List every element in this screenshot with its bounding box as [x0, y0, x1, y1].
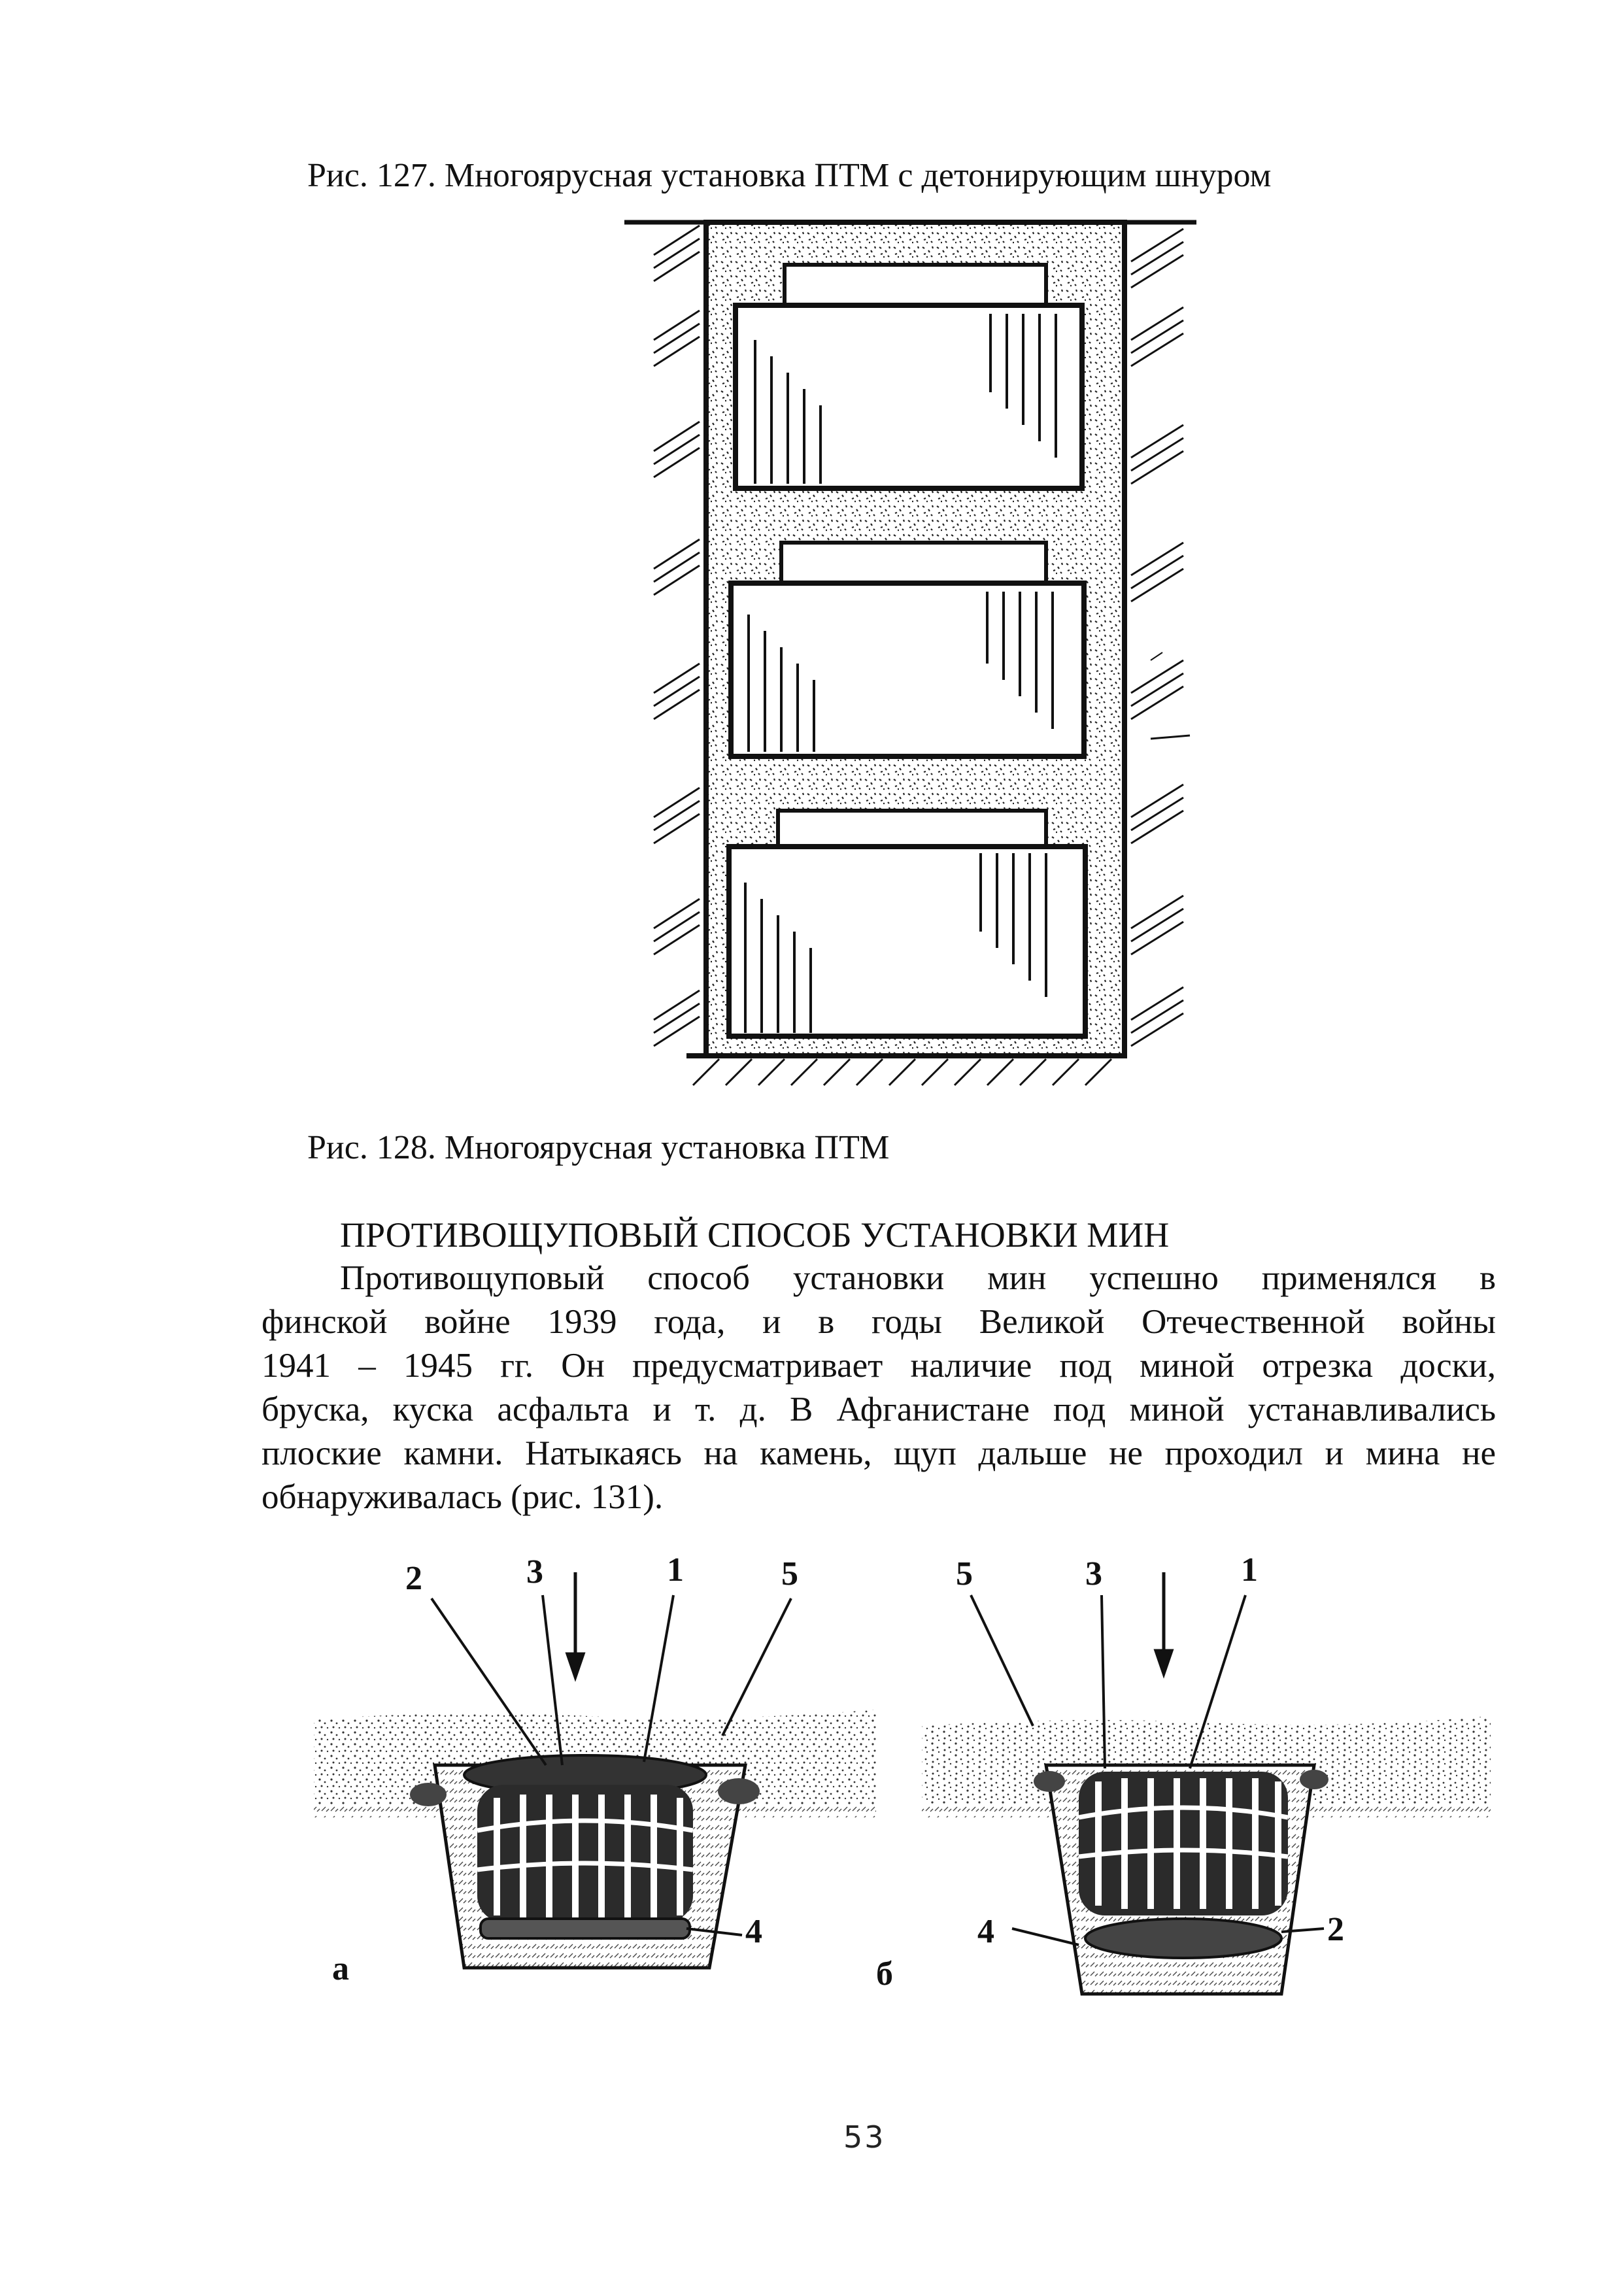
callout-a-2: 2 [405, 1560, 422, 1597]
callout-a-5: 5 [781, 1555, 798, 1593]
panel-a-label: а [332, 1950, 349, 1987]
body-paragraph [262, 1257, 1496, 1519]
callout-b-1: 1 [1241, 1551, 1258, 1589]
fig127-caption: Рис. 127. Многоярусная установка ПТМ с детонирующим шнуром [307, 157, 1272, 194]
paragraph-line: 1941 – 1945 гг. Он предусматривает наличие под миной отрезка доски, [262, 1347, 1496, 1385]
callout-a-1: 1 [667, 1551, 684, 1589]
mine-tier-2 [731, 543, 1084, 756]
callout-a-4: 4 [745, 1913, 762, 1950]
paragraph-line: обнаруживалась (рис. 131). [262, 1478, 664, 1516]
fig131-panel-a-drawing [307, 1549, 883, 1994]
mine-b [1079, 1772, 1288, 1958]
fig131-panel-b-drawing [915, 1549, 1504, 2007]
paragraph-line: плоские камни. Натыкаясь на камень, щуп дальше не проходил и мина не [262, 1434, 1496, 1472]
callout-a-3: 3 [526, 1553, 543, 1591]
fig128-caption: Рис. 128. Многоярусная установка ПТМ [307, 1129, 890, 1166]
panel-b-label: б [876, 1955, 893, 1993]
mine-tier-1 [736, 265, 1082, 488]
right-wall-hatching [1131, 229, 1183, 1046]
mine-tier-3 [729, 811, 1085, 1036]
paragraph-line: Противощуповый способ установки мин успешно применялся в [340, 1259, 1496, 1297]
callout-b-3: 3 [1085, 1555, 1102, 1593]
callout-b-5: 5 [956, 1555, 973, 1593]
page-number: 53 [843, 2119, 886, 2155]
fig128-drawing [615, 209, 1203, 1085]
mine-a [464, 1755, 706, 1938]
paragraph-line: финской войне 1939 года, и в годы Великой Отечественной войны [262, 1303, 1496, 1341]
section-heading: ПРОТИВОЩУПОВЫЙ СПОСОБ УСТАНОВКИ МИН [340, 1215, 1170, 1255]
callout-b-4: 4 [977, 1913, 994, 1950]
paragraph-line: бруска, куска асфальта и т. д. В Афганистане под миной устанавливались [262, 1391, 1496, 1428]
callout-b-2: 2 [1327, 1911, 1344, 1948]
left-wall-hatching [654, 226, 700, 1046]
